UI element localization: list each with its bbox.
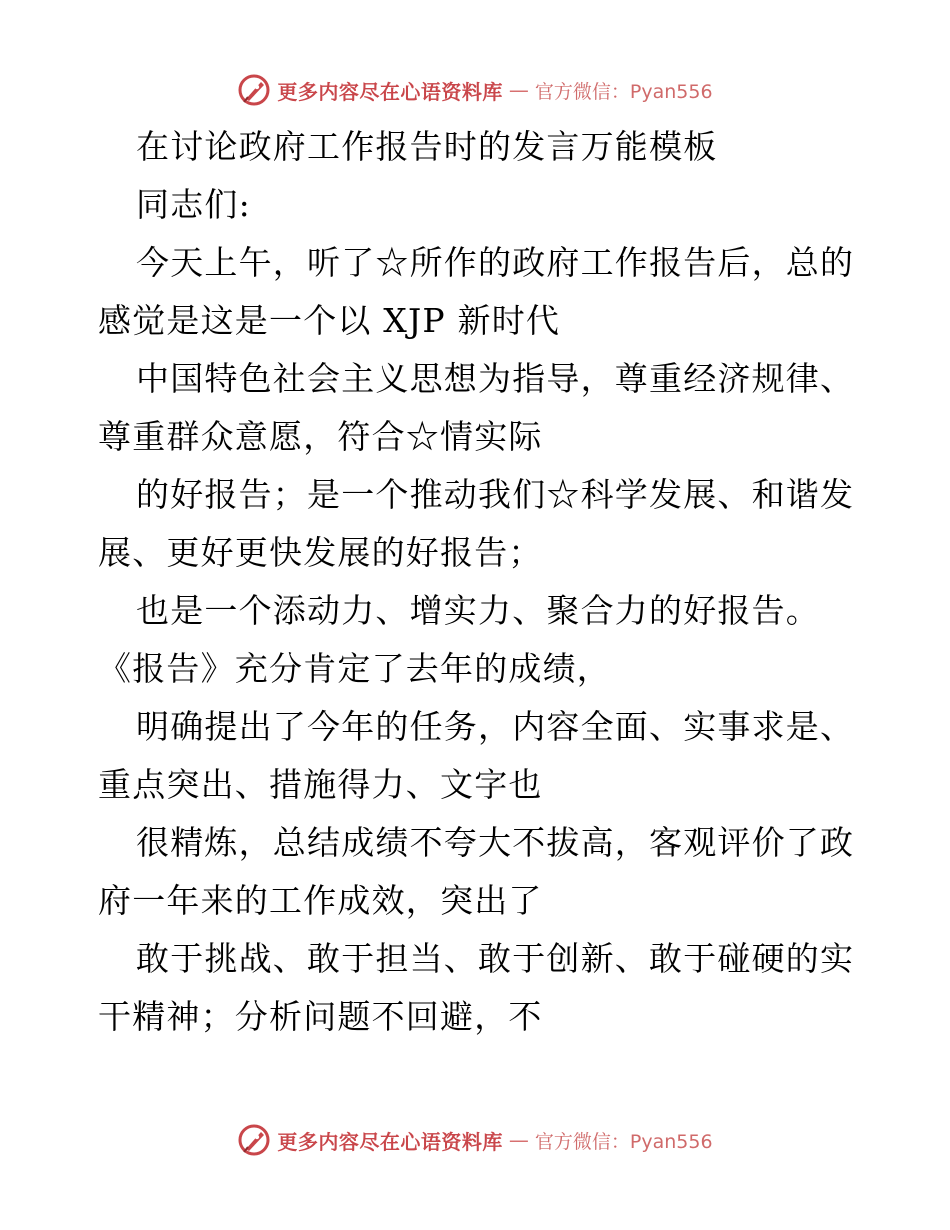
text-line: 明确提出了今年的任务，内容全面、实事求是、 [136, 707, 855, 746]
text-line: 中国特色社会主义思想为指导，尊重经济规律、 [136, 359, 855, 398]
text-line: 重点突出、措施得力、文字也 [98, 765, 543, 804]
header-wechat-text: 官方微信：Pyan556 [534, 80, 713, 103]
text-line: 展、更好更快发展的好报告； [98, 533, 543, 572]
footer-wechat-text: 官方微信：Pyan556 [534, 1130, 713, 1153]
salutation: 同志们: [136, 185, 251, 224]
document-title: 在讨论政府工作报告时的发言万能模板 [136, 127, 718, 166]
text-line: 今天上午，听了☆所作的政府工作报告后，总的 [136, 243, 855, 282]
header-banner-content [237, 73, 712, 107]
footer-banner [0, 1120, 950, 1160]
text-line: 府一年来的工作成效，突出了 [98, 881, 543, 920]
text-line: 干精神；分析问题不回避，不 [98, 997, 543, 1036]
footer-banner-content [237, 1123, 712, 1157]
text-line: 也是一个添动力、增实力、聚合力的好报告。 [136, 591, 820, 630]
quill-pen-logo-icon [237, 73, 271, 107]
text-line: 很精炼，总结成绩不夸大不拔高，客观评价了政 [136, 823, 855, 862]
text-line: 尊重群众意愿，符合☆情实际 [98, 417, 543, 456]
quill-pen-logo-icon [237, 1123, 271, 1157]
text-line: 感觉是这是一个以 XJP 新时代 [98, 301, 561, 340]
text-line: 的好报告；是一个推动我们☆科学发展、和谐发 [136, 475, 855, 514]
header-site-text: 更多内容尽在心语资料库 [277, 79, 503, 104]
text-line: 《报告》充分肯定了去年的成绩， [98, 649, 611, 688]
footer-separator: — [508, 1128, 529, 1152]
document-body [98, 118, 858, 1046]
footer-site-text: 更多内容尽在心语资料库 [277, 1129, 503, 1154]
header-separator: — [508, 78, 529, 102]
header-banner [0, 70, 950, 110]
text-line: 敢于挑战、敢于担当、敢于创新、敢于碰硬的实 [136, 939, 855, 978]
